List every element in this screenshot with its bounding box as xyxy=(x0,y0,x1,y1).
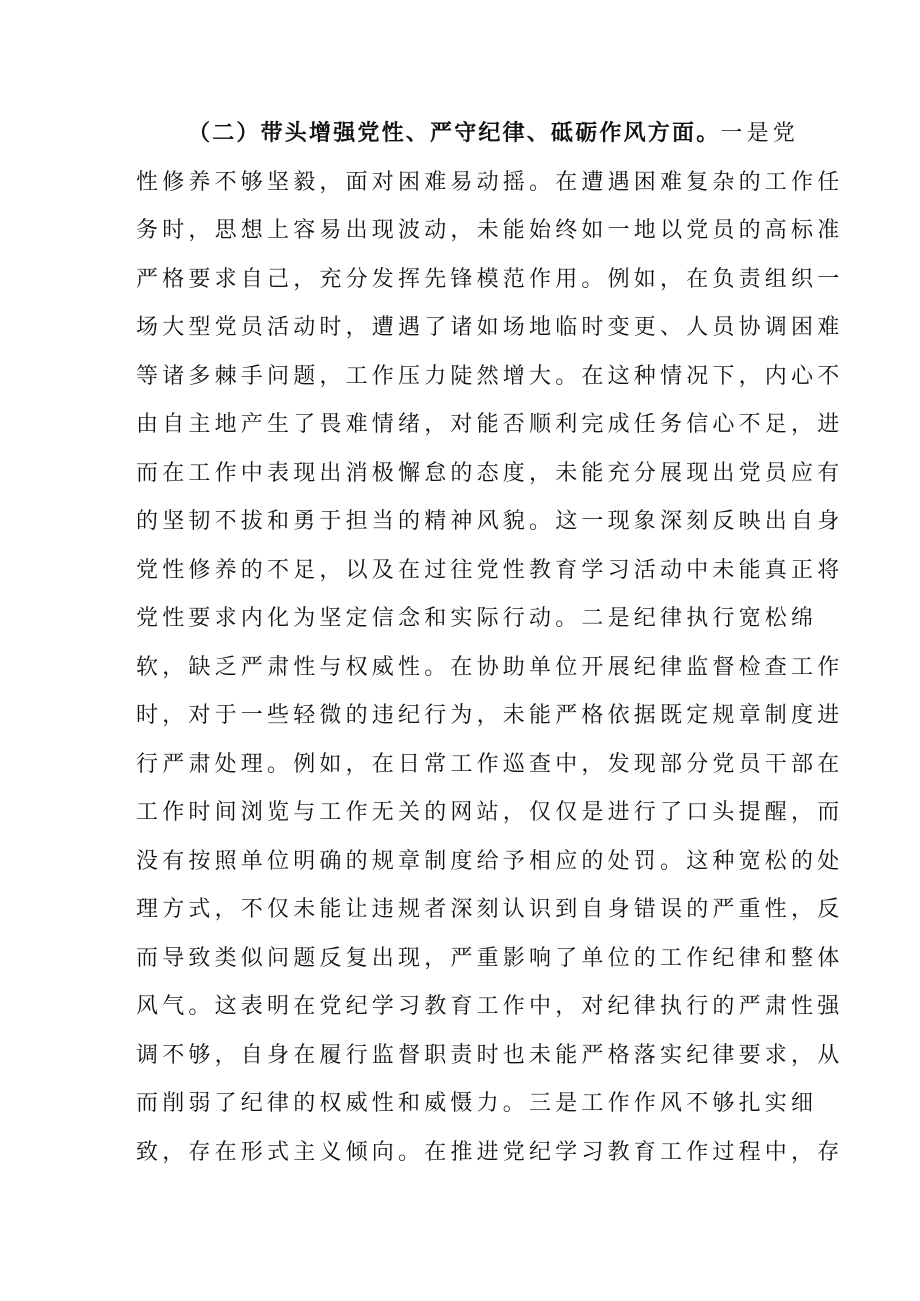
body-line: 理方式，不仅未能让违规者深刻认识到自身错误的严重性，反 xyxy=(136,897,844,922)
body-line: 党性要求内化为坚定信念和实际行动。二是纪律执行宽松绵 xyxy=(136,606,818,631)
document-body xyxy=(136,110,844,1177)
body-line: 调不够，自身在履行监督职责时也未能严格落实纪律要求，从 xyxy=(136,1042,844,1068)
section-heading: （二）带头增强党性、严守纪律、砥砺作风方面。 xyxy=(188,121,721,146)
body-line: 的坚韧不拔和勇于担当的精神风貌。这一现象深刻反映出自身 xyxy=(136,509,844,534)
body-line: 工作时间浏览与工作无关的网站，仅仅是进行了口头提醒，而 xyxy=(136,800,844,825)
body-line: 致，存在形式主义倾向。在推进党纪学习教育工作过程中，存 xyxy=(136,1139,844,1165)
body-line: 软，缺乏严肃性与权威性。在协助单位开展纪律监督检查工作 xyxy=(136,654,844,680)
paragraph-first-line xyxy=(136,110,800,159)
body-line: 等诸多棘手问题，工作压力陡然增大。在这种情况下，内心不 xyxy=(136,363,844,389)
body-line: 场大型党员活动时，遭遇了诸如场地临时变更、人员协调困难 xyxy=(136,315,844,340)
body-line: 党性修养的不足，以及在过往党性教育学习活动中未能真正将 xyxy=(136,557,844,583)
body-line: 而削弱了纪律的权威性和威慑力。三是工作作风不够扎实细 xyxy=(136,1091,818,1116)
body-line: 时，对于一些轻微的违纪行为，未能严格依据既定规章制度进 xyxy=(136,703,844,728)
body-line: 行严肃处理。例如，在日常工作巡查中，发现部分党员干部在 xyxy=(136,751,844,777)
body-line: 由自主地产生了畏难情绪，对能否顺利完成任务信心不足，进 xyxy=(136,412,844,437)
body-line: 而在工作中表现出消极懈怠的态度，未能充分展现出党员应有 xyxy=(136,460,844,486)
body-line: 性修养不够坚毅，面对困难易动摇。在遭遇困难复杂的工作任 xyxy=(136,169,844,195)
body-line: 风气。这表明在党纪学习教育工作中，对纪律执行的严肃性强 xyxy=(136,994,844,1019)
body-text: 一是党 xyxy=(720,121,800,146)
body-line: 而导致类似问题反复出现，严重影响了单位的工作纪律和整体 xyxy=(136,945,844,971)
body-line: 没有按照单位明确的规章制度给予相应的处罚。这种宽松的处 xyxy=(136,848,844,874)
body-line: 严格要求自己，充分发挥先锋模范作用。例如，在负责组织一 xyxy=(136,266,844,292)
body-line: 务时，思想上容易出现波动，未能始终如一地以党员的高标准 xyxy=(136,218,844,243)
